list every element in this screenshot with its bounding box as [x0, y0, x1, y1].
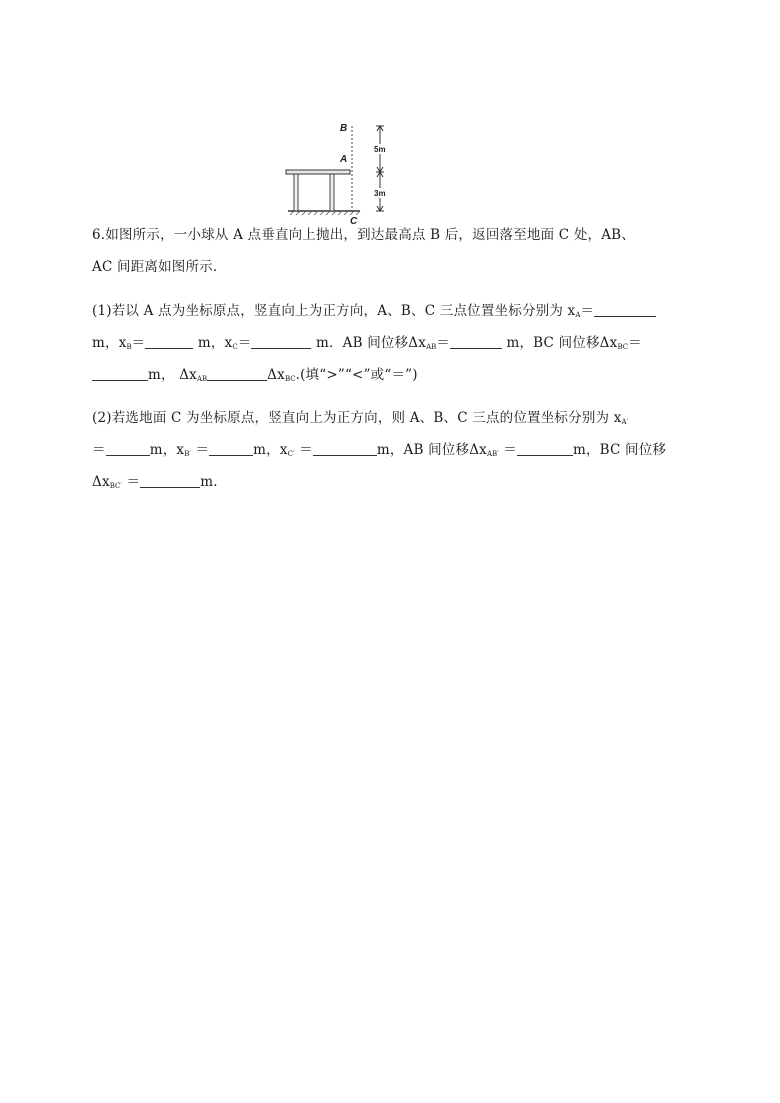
- table-top: [286, 170, 350, 174]
- part-2: [92, 402, 692, 498]
- question-line-1: 6.如图所示，一小球从 A 点垂直向上抛出，到达最高点 B 后，返回落至地面 C 处，AB、: [92, 227, 635, 243]
- part2-line-3: $\Delta x_{BC'} = m$.: [92, 474, 218, 490]
- blank-xc[interactable]: [251, 334, 311, 349]
- question-line-2: AC 间距离如图所示.: [92, 259, 218, 275]
- table-leg-left: [294, 174, 298, 211]
- label-c: C: [350, 216, 358, 227]
- part2-line-2: ＝ m，$x_{B'} = m$，$x_{C'} = m$，AB 间位移$\Delta x_{AB'} = m$，BC 间位移: [92, 442, 667, 458]
- blank-xa-prime[interactable]: [106, 441, 150, 456]
- part1-line-2: m，$x_B= m$，$x_C= m$．AB 间位移$\Delta x_{AB}= m$，BC 间位移$\Delta x_{BC}=$: [92, 335, 642, 351]
- part-1: [92, 295, 692, 391]
- label-a: A: [340, 154, 348, 165]
- blank-xb-prime[interactable]: [209, 441, 253, 456]
- table-leg-right: [330, 174, 334, 211]
- question-stem: [92, 219, 692, 283]
- label-b: B: [340, 123, 348, 134]
- blank-dx-ab[interactable]: [450, 334, 502, 349]
- blank-dx-bc[interactable]: [92, 366, 148, 381]
- part1-line-1: (1)若以 A 点为坐标原点，竖直向上为正方向，A、B、C 三点位置坐标分别为 $x_A=$: [92, 295, 692, 327]
- blank-dx-bc-prime[interactable]: [140, 473, 200, 488]
- dim-upper-label: 5m: [374, 145, 386, 154]
- figure-svg: [280, 118, 400, 228]
- blank-xb[interactable]: [145, 334, 193, 349]
- blank-compare[interactable]: [207, 366, 267, 381]
- blank-xc-prime[interactable]: [313, 441, 377, 456]
- part2-line-1: (2)若选地面 C 为坐标原点，竖直向上为正方向，则 A、B、C 三点的位置坐标分别为 $x_{A'}$: [92, 410, 629, 426]
- dim-lower-label: 3m: [374, 189, 386, 198]
- blank-xa[interactable]: [594, 302, 656, 317]
- part1-line-3: m， $\Delta x_{AB}$ $\Delta x_{BC}$.(填“>”“<”或“＝”): [92, 359, 692, 391]
- dimension-line: [376, 126, 384, 211]
- blank-dx-ab-prime[interactable]: [517, 441, 573, 456]
- table-ball-figure: [280, 118, 400, 228]
